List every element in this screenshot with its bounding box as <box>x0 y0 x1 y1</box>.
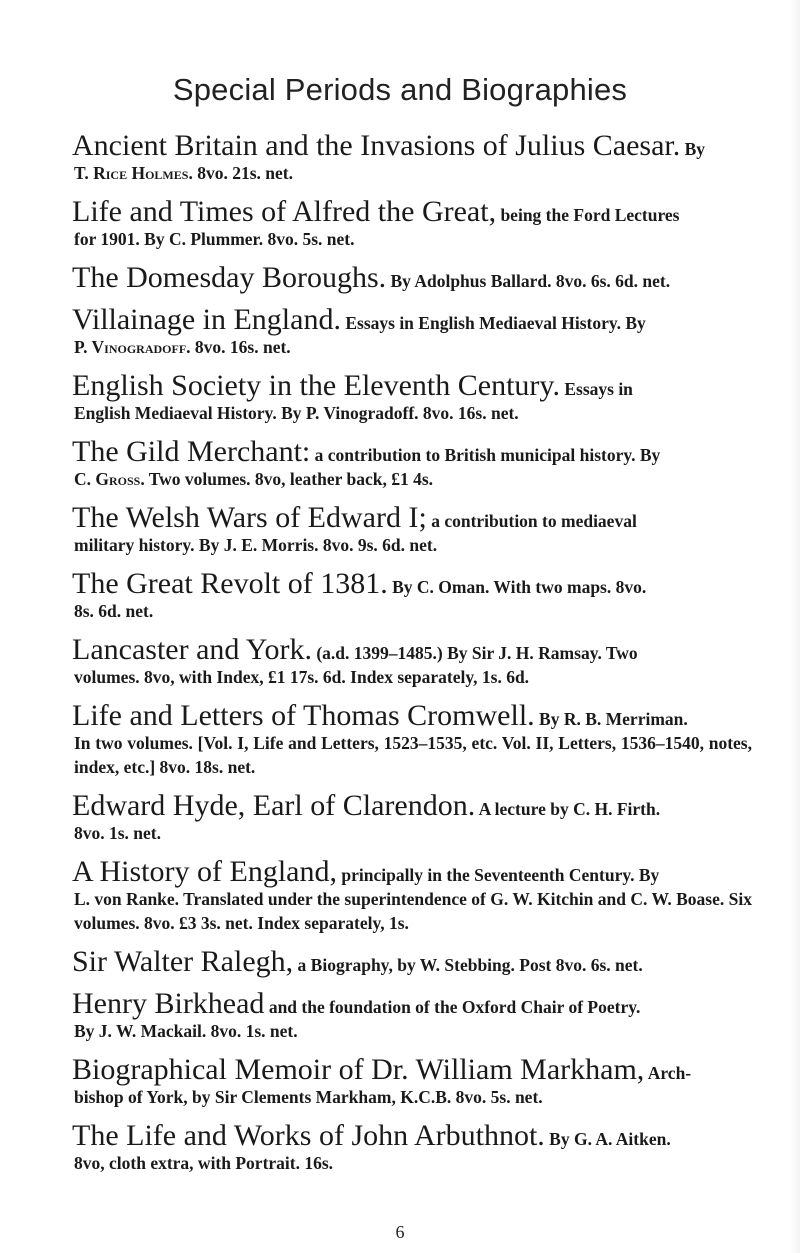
catalogue-entry <box>72 369 752 425</box>
entry-description: A lecture by C. H. Firth. <box>475 799 661 819</box>
entry-description: a contribution to mediaeval <box>426 511 637 531</box>
catalogue-entry <box>72 195 752 251</box>
entry-details: bishop of York, by Sir Clements Markham, K.C.B. 8vo. 5s. net. <box>74 1087 543 1107</box>
entry-title: Villainage in England. <box>72 303 341 336</box>
catalogue-entry <box>72 567 752 623</box>
entry-title: Sir Walter Ralegh, <box>72 945 294 978</box>
entry-title: Life and Times of Alfred the Great, <box>72 195 497 228</box>
entry-details: In two volumes. [Vol. I, Life and Letters, 1523–1535, etc. Vol. II, Letters, 1536–1540, notes, index, etc.] 8vo. 18s. net. <box>74 733 752 777</box>
entry-details: volumes. 8vo, with Index, £1 17s. 6d. Index separately, 1s. 6d. <box>74 667 530 687</box>
entry-title: The Domesday Boroughs. <box>72 261 387 294</box>
entry-description: being the Ford Lectures <box>496 205 680 225</box>
entry-description: By R. B. Merriman. <box>534 709 688 729</box>
entry-description: By Adolphus Ballard. 8vo. 6s. 6d. net. <box>386 271 671 291</box>
catalogue-entry <box>72 435 752 491</box>
entry-title: The Welsh Wars of Edward I; <box>72 501 427 534</box>
entry-list <box>72 129 752 1190</box>
catalogue-entry <box>72 987 752 1043</box>
catalogue-entry <box>72 855 752 935</box>
entry-description: Essays in <box>559 379 633 399</box>
catalogue-entry <box>72 303 752 359</box>
entry-description: (a.d. 1399–1485.) By Sir J. H. Ramsay. Two <box>311 643 638 663</box>
entry-title: Edward Hyde, Earl of Clarendon. <box>72 789 476 822</box>
entry-details: By J. W. Mackail. 8vo. 1s. net. <box>74 1021 298 1041</box>
page-number: 6 <box>395 1222 405 1242</box>
entry-author: T. Rice Holmes <box>74 163 189 183</box>
entry-description: a Biography, by W. Stebbing. Post 8vo. 6s. net. <box>293 955 643 975</box>
entry-description: By <box>680 139 706 159</box>
entry-details: . 8vo. 16s. net. <box>186 337 291 357</box>
entry-title: English Society in the Eleventh Century. <box>72 369 560 402</box>
catalogue-entry <box>72 789 752 845</box>
entry-details: . 8vo. 21s. net. <box>188 163 293 183</box>
catalogue-entry <box>72 501 752 557</box>
entry-description: and the foundation of the Oxford Chair of Poetry. <box>264 997 641 1017</box>
entry-details: military history. By J. E. Morris. 8vo. 9s. 6d. net. <box>74 535 438 555</box>
entry-details: English Mediaeval History. By P. Vinogradoff. 8vo. 16s. net. <box>74 403 519 423</box>
entry-description: a contribution to British municipal history. By <box>310 445 661 465</box>
entry-title: Life and Letters of Thomas Cromwell. <box>72 699 535 732</box>
entry-author: P. Vinogradoff <box>74 337 187 357</box>
entry-description: By G. A. Aitken. <box>544 1129 671 1149</box>
entry-title: Henry Birkhead <box>72 987 265 1020</box>
catalogue-entry <box>72 1053 752 1109</box>
entry-title: The Gild Merchant: <box>72 435 311 468</box>
entry-author: C. Gross <box>74 469 141 489</box>
catalogue-entry <box>72 1119 752 1175</box>
entry-description: Arch- <box>644 1063 692 1083</box>
entry-title: Lancaster and York. <box>72 633 312 666</box>
entry-details: for 1901. By C. Plummer. 8vo. 5s. net. <box>74 229 355 249</box>
page-heading: Special Periods and Biographies <box>172 72 628 107</box>
entry-details: . Two volumes. 8vo, leather back, £1 4s. <box>140 469 434 489</box>
entry-details: L. von Ranke. Translated under the superintendence of G. W. Kitchin and C. W. Boase. Six volumes. 8vo. £3 3s. net. Index separately, 1s. <box>74 889 752 933</box>
page-edge-shadow <box>790 0 800 1253</box>
entry-description: Essays in English Mediaeval History. By <box>340 313 646 333</box>
entry-description: principally in the Seventeenth Century. By <box>336 865 660 885</box>
catalogue-entry <box>72 699 752 779</box>
entry-title: The Great Revolt of 1381. <box>72 567 388 600</box>
catalogue-entry <box>72 129 752 185</box>
entry-title: Ancient Britain and the Invasions of Julius Caesar. <box>72 129 681 162</box>
catalogue-entry <box>72 633 752 689</box>
entry-title: A History of England, <box>72 855 337 888</box>
entry-details: 8vo, cloth extra, with Portrait. 16s. <box>74 1153 334 1173</box>
entry-title: Biographical Memoir of Dr. William Markham, <box>72 1053 645 1086</box>
catalogue-entry <box>72 261 752 294</box>
entry-details: 8vo. 1s. net. <box>74 823 162 843</box>
entry-title: The Life and Works of John Arbuthnot. <box>72 1119 545 1152</box>
entry-details: 8s. 6d. net. <box>74 601 154 621</box>
catalogue-entry <box>72 945 752 978</box>
entry-description: By C. Oman. With two maps. 8vo. <box>387 577 647 597</box>
